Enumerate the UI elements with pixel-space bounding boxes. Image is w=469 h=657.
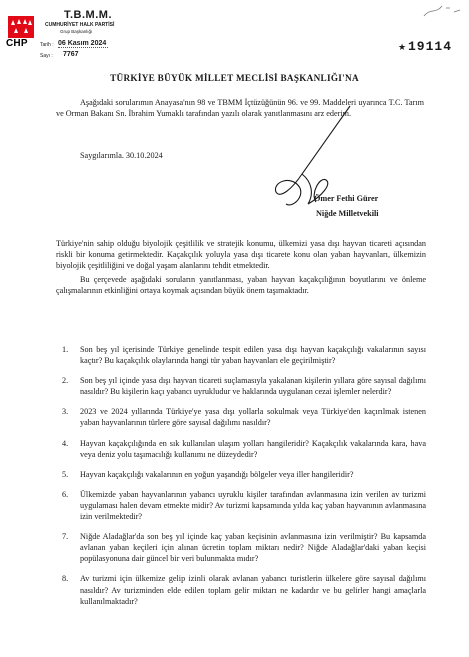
question-number: 6.	[62, 489, 69, 499]
doc-star-mark: ★	[398, 42, 407, 52]
question-item	[56, 375, 426, 397]
question-text: Son beş yıl içerisinde Türkiye genelinde tespit edilen yasa dışı hayvan kaçakçılığı vakalarının sayısı kaçtır? Bu kaçakçılık olaylarında hangi tür yaban hayvanları ele geçirilmiştir?	[80, 345, 426, 366]
question-number: 4.	[62, 438, 69, 448]
document-number: 19114	[408, 39, 453, 54]
corner-scribble-icon	[416, 2, 466, 20]
question-text: Son beş yıl içinde yasa dışı hayvan ticareti suçlamasıyla yakalanan kişilerin yıllara göre sayısal dağılımı nasıldır? Bu kişilerin kaçı yabancı uyrukludur ve haklarında uygulanan cezai işlemler nelerdir?	[80, 376, 426, 397]
signatory-name: Ömer Fethi Gürer	[314, 194, 379, 203]
question-item	[56, 406, 426, 428]
date-label: Tarih :	[40, 42, 54, 48]
body-paragraph-1: Türkiye'nin sahip olduğu biyolojik çeşitlilik ve stratejik konumu, ülkemizi yasa dışı hayvan ticareti açısından riskli bir konuma getirmektedir. Kaçakçılık yoluyla yasa dışı ticarete konu olan yaban hayvanları, ülkemizin biyolojik çeşitliliğini ve doğal yaşam alanlarını tehdit etmektedir.	[56, 239, 426, 271]
question-item	[56, 438, 426, 460]
question-number: 3.	[62, 407, 69, 417]
party-name: CUMHURİYET HALK PARTİSİ	[45, 22, 115, 28]
question-item	[56, 469, 426, 480]
question-number: 2.	[62, 376, 69, 386]
question-item	[56, 344, 426, 366]
question-text: Av turizmi için ülkemize gelip izinli olarak avlanan yabancı turistlerin ülkelere göre sayısal dağılımı nasıldır? Av turizminden elde edilen toplam gelir miktarı ne kadardır ve bu gelirler hangi amaçlarla kullanılmaktadır?	[80, 574, 426, 606]
question-number: 5.	[62, 469, 69, 479]
question-number: 7.	[62, 532, 69, 542]
tbmm-heading: T.B.M.M.	[64, 9, 112, 21]
question-number: 1.	[62, 345, 69, 354]
question-list	[56, 344, 426, 607]
greeting-date: Saygılarımla. 30.10.2024	[80, 151, 163, 160]
number-label: Sayı :	[40, 53, 53, 59]
question-text: 2023 ve 2024 yıllarında Türkiye'ye yasa dışı yollarla sokulmak veya Türkiye'den kaçırılmak istenen yaban hayvanlarının türlere göre sayısal dağılımı nasıldır?	[80, 407, 426, 428]
question-text: Ülkemizde yaban hayvanlarının yabancı uyruklu kişiler tarafından avlanmasına izin verilen av turizmi uygulaması halen devam etmekte midir? Av turizmi kapsamında yılda kaç yaban hayvanının avlanmasına izin verilmektedir?	[80, 489, 426, 522]
page-title: TÜRKİYE BÜYÜK MİLLET MECLİSİ BAŞKANLIĞI'NA	[110, 73, 359, 83]
number-value: 7767	[63, 51, 79, 58]
signatory-role: Niğde Milletvekili	[316, 209, 379, 218]
question-item	[56, 489, 426, 522]
question-item	[56, 573, 426, 606]
date-value: 06 Kasım 2024	[58, 40, 107, 47]
question-item	[56, 531, 426, 564]
group-name: Grup Başkanlığı	[60, 29, 93, 34]
chp-logo-text: CHP	[6, 38, 28, 49]
question-text: Hayvan kaçakçılığında en sık kullanılan ulaşım yolları hangileridir? Kaçakçılık vakalarında kara, hava veya deniz yolu taşımacılığı kullanımı ne düzeydedir?	[80, 438, 426, 459]
body-paragraph-2: Bu çerçevede aşağıdaki soruların yanıtlanması, yaban hayvan kaçakçılığının boyutlarını ve önleme çalışmalarının etkinliğini ortaya koymak açısından büyük önem taşımaktadır.	[56, 275, 426, 296]
intro-paragraph: Aşağıdaki sorularımın Anayasa'nın 98 ve TBMM İçtüzüğünün 96. ve 99. Maddeleri uyarınca T.C. Tarım ve Orman Bakanı Sn. İbrahim Yumaklı tarafından yazılı olarak yanıtlanmasını arz ederim.	[56, 98, 424, 119]
question-text: Niğde Aladağlar'da son beş yıl içinde kaç yaban keçisinin avlanmasına izin verilmiştir? Bu kapsamda avlanan yaban keçileri için alınan ücretin toplam miktarı nedir? Niğde Aladağlar'daki yaban keçisi popülasyonuna dair güncel bir veri bulunmakta mıdır?	[80, 532, 426, 564]
question-text: Hayvan kaçakçılığı vakalarının en yoğun yaşandığı bölgeler veya iller hangileridir?	[80, 469, 354, 479]
question-number: 8.	[62, 574, 69, 584]
